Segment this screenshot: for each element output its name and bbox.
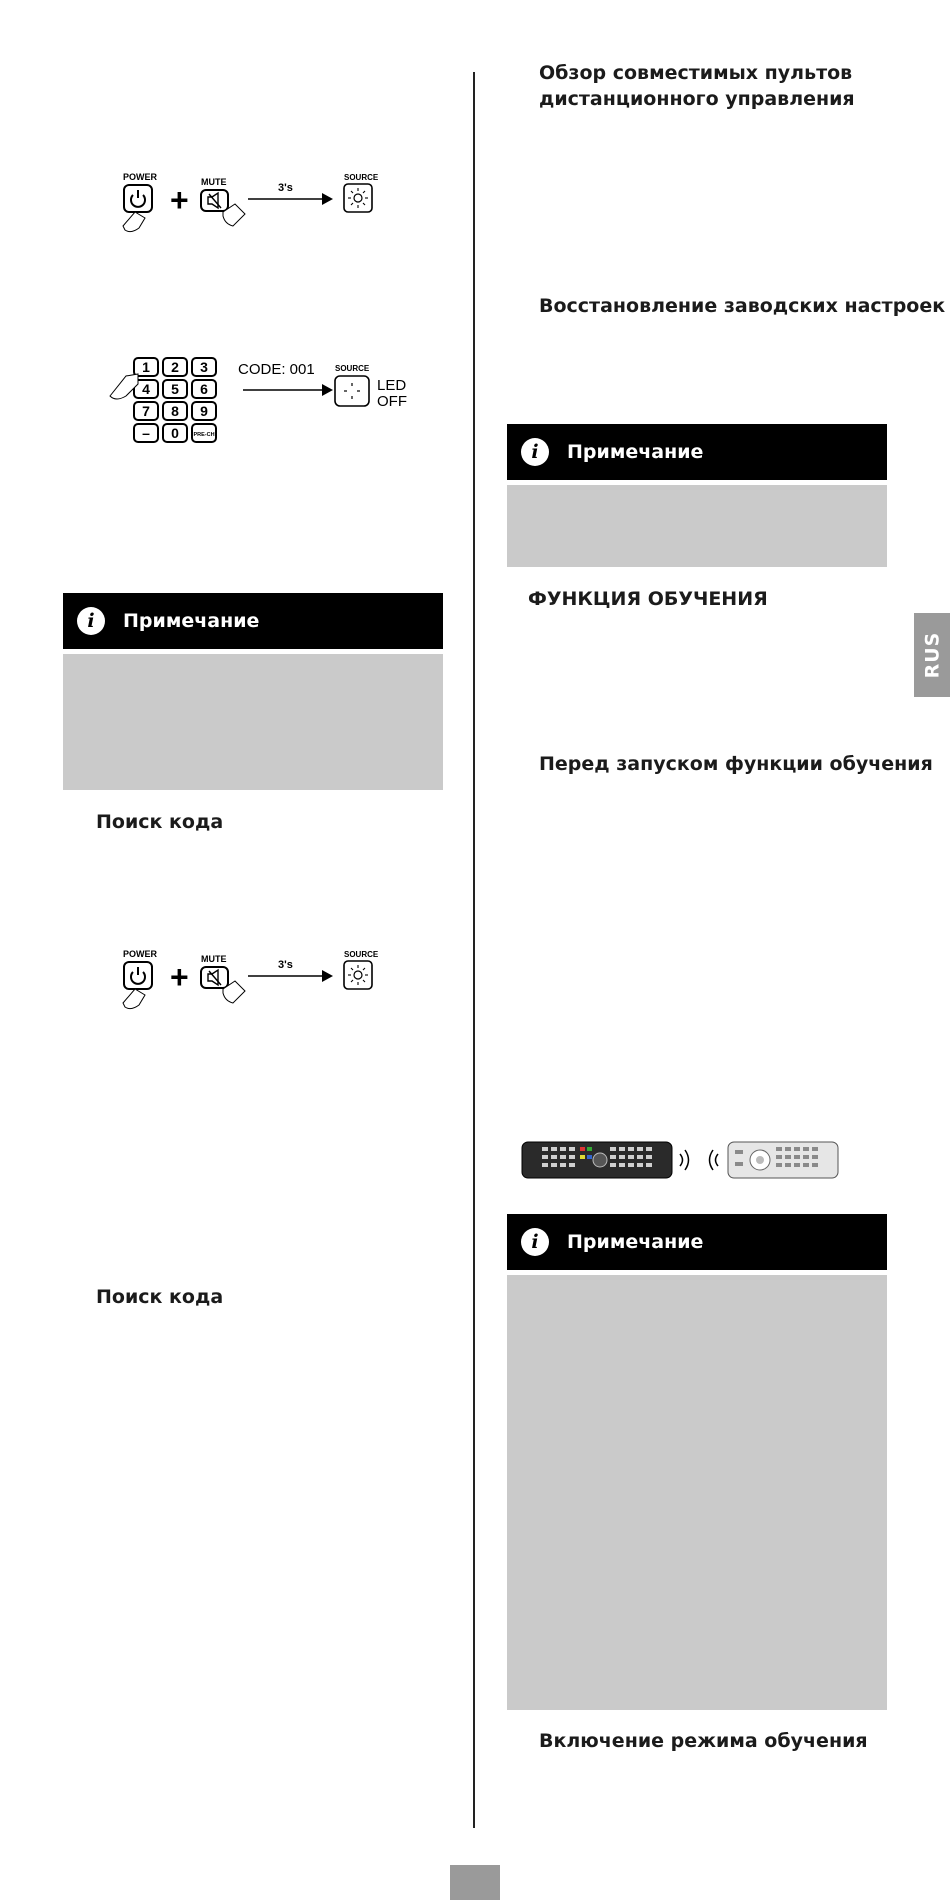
language-tab-label: RUS xyxy=(921,631,943,679)
original-remote-image xyxy=(728,1142,838,1178)
mute-label: MUTE xyxy=(201,954,227,964)
section-heading-search-code-2: Поиск кода xyxy=(96,1286,224,1308)
off-label: OFF xyxy=(377,393,407,410)
svg-text:2: 2 xyxy=(171,359,179,375)
svg-text:7: 7 xyxy=(142,403,150,419)
power-button xyxy=(124,185,152,212)
power-mute-diagram-1 xyxy=(115,168,385,240)
note-body xyxy=(507,485,887,567)
column-divider xyxy=(473,72,475,1828)
language-tab xyxy=(914,613,950,697)
section-heading-before-learning: Перед запуском функции обучения xyxy=(539,753,933,775)
svg-text:6: 6 xyxy=(200,381,208,397)
note-body xyxy=(507,1275,887,1710)
hold-time-label: 3's xyxy=(278,959,293,971)
ir-signal-icon xyxy=(680,1150,718,1170)
info-icon: i xyxy=(521,438,549,466)
note-title: Примечание xyxy=(123,610,260,632)
mute-label: MUTE xyxy=(201,177,227,187)
note-header xyxy=(507,424,887,480)
page-number-tab xyxy=(450,1865,500,1900)
svg-text:4: 4 xyxy=(142,381,150,397)
svg-text:0: 0 xyxy=(171,425,179,441)
section-heading-search-code: Поиск кода xyxy=(96,811,224,833)
source-label: SOURCE xyxy=(344,950,379,959)
svg-text:3: 3 xyxy=(200,359,208,375)
plus-sign: + xyxy=(170,959,189,995)
section-heading-learning-function: ФУНКЦИЯ ОБУЧЕНИЯ xyxy=(528,588,768,610)
source-label: SOURCE xyxy=(344,173,379,182)
finger-icon xyxy=(123,212,145,232)
section-heading-compatible-remotes: Обзор совместимых пультов дистанционного управления xyxy=(539,62,855,110)
svg-text:–: – xyxy=(142,425,150,441)
svg-text:PRE-CH: PRE-CH xyxy=(193,432,215,438)
section-heading-enable-learning: Включение режима обучения xyxy=(539,1730,868,1752)
note-header xyxy=(63,593,443,649)
info-icon: i xyxy=(521,1228,549,1256)
numeric-keypad xyxy=(134,358,216,442)
power-label: POWER xyxy=(123,949,158,959)
power-mute-diagram-2 xyxy=(115,945,385,1017)
section-heading-factory-reset: Восстановление заводских настроек xyxy=(539,295,946,317)
code-label: CODE: 001 xyxy=(238,361,315,378)
hold-time-label: 3's xyxy=(278,182,293,194)
power-label: POWER xyxy=(123,172,158,182)
note-title: Примечание xyxy=(567,1231,704,1253)
note-body xyxy=(63,654,443,790)
source-button-off xyxy=(335,376,369,406)
svg-text:8: 8 xyxy=(171,403,179,419)
code-entry-diagram xyxy=(108,356,418,446)
source-label: SOURCE xyxy=(335,364,370,373)
svg-text:5: 5 xyxy=(171,381,179,397)
note-header xyxy=(507,1214,887,1270)
led-label: LED xyxy=(377,377,407,394)
finger-icon xyxy=(123,989,145,1009)
remotes-learning-illustration xyxy=(520,1136,850,1186)
plus-sign: + xyxy=(170,182,189,218)
power-button xyxy=(124,962,152,989)
svg-text:1: 1 xyxy=(142,359,150,375)
note-title: Примечание xyxy=(567,441,704,463)
info-icon: i xyxy=(77,607,105,635)
svg-text:9: 9 xyxy=(200,403,208,419)
